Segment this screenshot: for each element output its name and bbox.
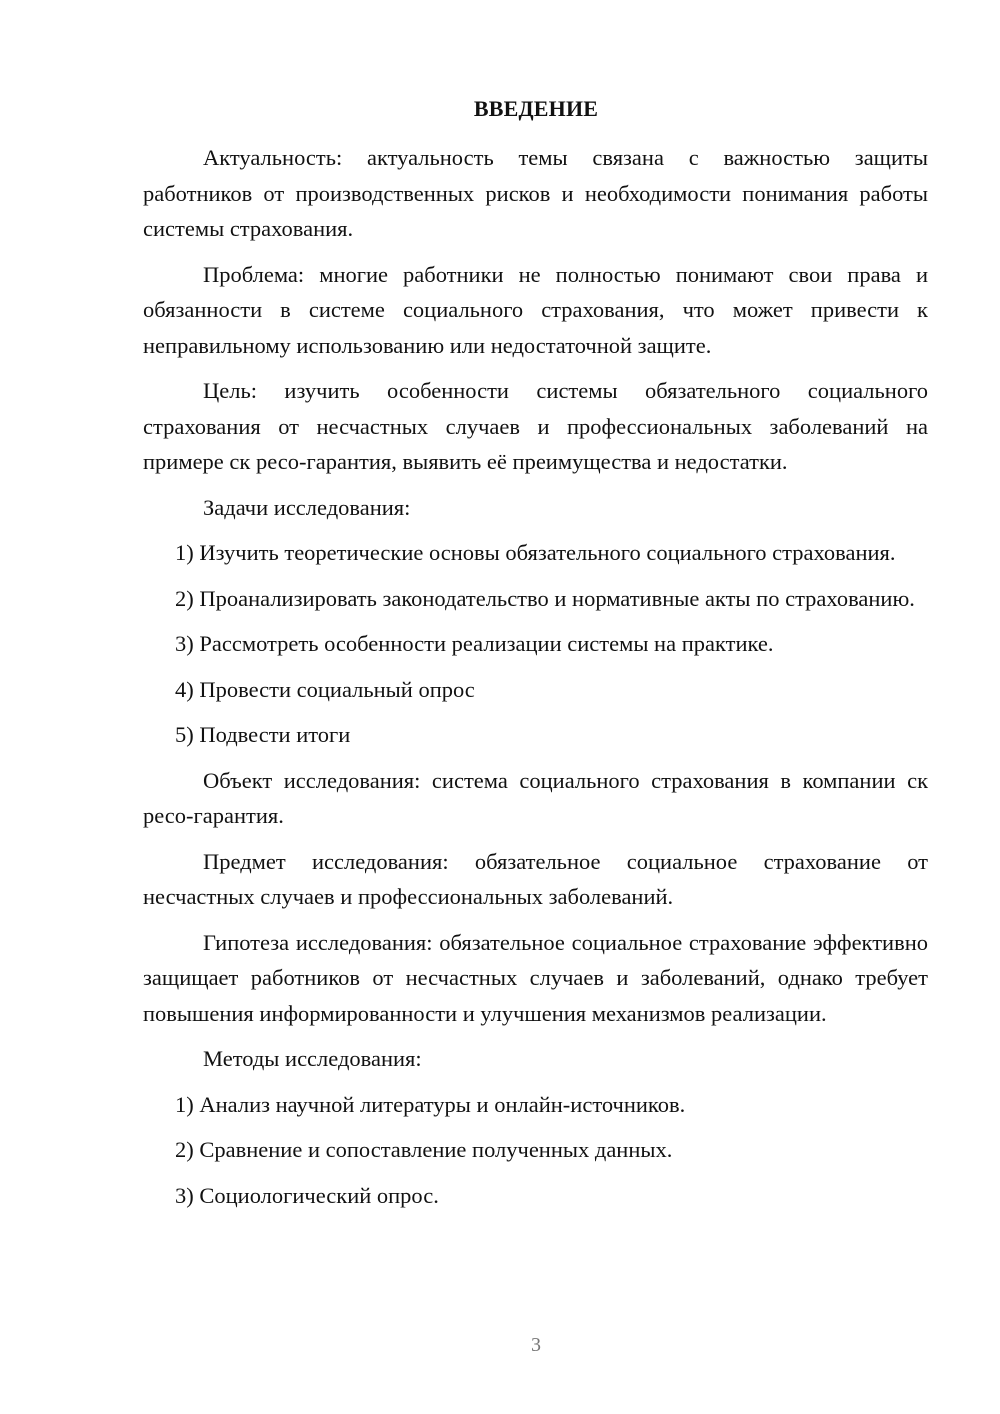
method-item: 1) Анализ научной литературы и онлайн-источников.: [175, 1091, 686, 1117]
method-item: 3) Социологический опрос.: [175, 1182, 439, 1208]
task-item: 2) Проанализировать законодательство и нормативные акты по страхованию.: [175, 585, 915, 611]
document-body: [143, 140, 928, 1223]
object-paragraph: Объект исследования: система социального страхования в компании ск ресо-гарантия.: [143, 767, 928, 828]
task-item: 3) Рассмотреть особенности реализации системы на практике.: [175, 631, 774, 656]
relevance-paragraph: Актуальность: актуальность темы связана с важностью защиты работников от производственных рисков и необходимости понимания работы системы страхования.: [143, 145, 928, 241]
method-item: 2) Сравнение и сопоставление полученных данных.: [175, 1137, 673, 1162]
hypothesis-paragraph: Гипотеза исследования: обязательное социальное страхование эффективно защищает работников от несчастных случаев и заболеваний, однако требует повышения информированности и улучшения механизмов реализации.: [143, 929, 928, 1026]
tasks-heading: Задачи исследования:: [203, 494, 411, 520]
task-item: 5) Подвести итоги: [175, 722, 351, 747]
page-number: 3: [531, 1334, 541, 1356]
task-item: 4) Провести социальный опрос: [175, 676, 475, 702]
subject-paragraph: Предмет исследования: обязательное социальное страхование от несчастных случаев и профессиональных заболеваний.: [143, 848, 928, 909]
problem-paragraph: Проблема: многие работники не полностью понимают свои права и обязанности в системе социального страхования, что может привести к неправильному использованию или недостаточной защите.: [143, 261, 928, 358]
methods-heading: Методы исследования:: [203, 1046, 422, 1071]
task-item: 1) Изучить теоретические основы обязательного социального страхования.: [175, 540, 896, 565]
goal-paragraph: Цель: изучить особенности системы обязательного социального страхования от несчастных случаев и профессиональных заболеваний на примере ск ресо-гарантия, выявить её преимущества и недостатки.: [143, 378, 928, 474]
page-title: ВВЕДЕНИЕ: [473, 96, 599, 121]
